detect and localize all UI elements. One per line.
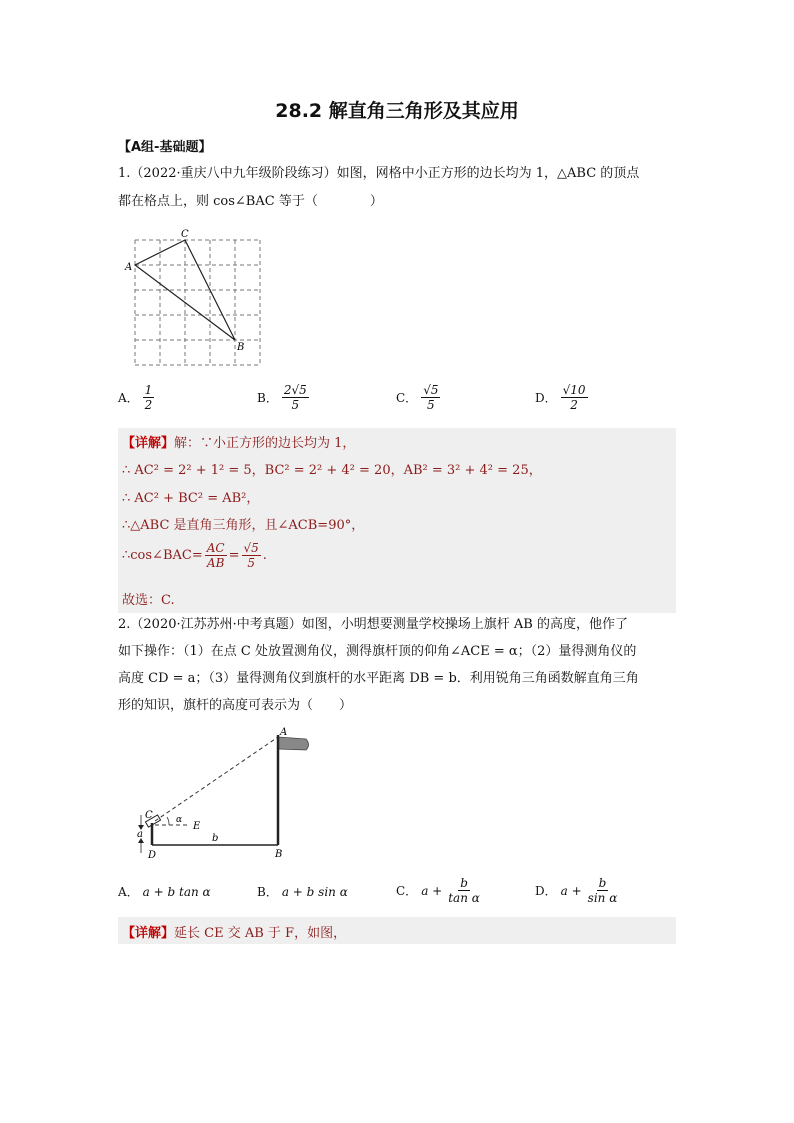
q2-label-c: C (145, 810, 153, 821)
option-letter: A． (118, 885, 139, 899)
solution-text: ∴cos∠BAC= (122, 548, 203, 563)
q1-solution-line4: ∴△ABC 是直角三角形，且∠ACB=90°， (122, 518, 365, 533)
page-title: 28.2 解直角三角形及其应用 (275, 100, 519, 122)
solution-tag: 【详解】 (122, 926, 175, 941)
q2-solution-line1 (122, 922, 346, 941)
option-letter: D． (535, 391, 557, 405)
q2-label-side-b: b (212, 833, 219, 844)
option-text: a + b sin α (281, 884, 348, 899)
q2-option-a[interactable] (118, 883, 211, 900)
q1-label-b: B (237, 342, 245, 353)
option-fraction: $\frac{2√5}{5}$ (283, 383, 307, 412)
q1-label-a: A (125, 262, 133, 273)
option-text: a + (560, 883, 582, 898)
q2-option-c[interactable] (396, 876, 482, 905)
q2-label-side-a: a (137, 829, 143, 840)
option-letter: B． (257, 885, 278, 899)
q1-label-c: C (181, 229, 189, 240)
q1-solution-line5 (122, 541, 267, 570)
q1-solution-line6: 故选：C. (122, 593, 175, 608)
option-text: a + b tan α (142, 884, 211, 899)
solution-text: = (228, 548, 240, 563)
solution-text: 解：∵小正方形的边长均为 1， (174, 436, 356, 451)
q2-option-d[interactable] (535, 876, 619, 905)
q2-label-e: E (193, 821, 201, 832)
q1-option-c[interactable] (396, 383, 440, 412)
q1-option-b[interactable] (257, 383, 309, 412)
q2-option-b[interactable] (257, 883, 348, 900)
option-fraction: $\frac{√10}{2}$ (562, 383, 586, 412)
q2-text-line2: 如下操作：（1）在点 C 处放置测角仪，测得旗杆顶的仰角∠ACE = α；（2）量得测角仪的 (118, 644, 637, 659)
option-letter: D． (535, 884, 557, 898)
q2-flagpole-figure (125, 725, 325, 865)
q1-option-d[interactable] (535, 383, 588, 412)
option-letter: C． (396, 884, 418, 898)
q1-solution-line2: ∴ AC² = 2² + 1² = 5，BC² = 2² + 4² = 20，AB² = 3² + 4² = 25， (122, 463, 542, 478)
solution-fraction: $\frac{AC}{AB}$ (206, 541, 225, 570)
q1-solution-line1 (122, 432, 355, 451)
q1-text-line2: 都在格点上，则 cos∠BAC 等于（ ） (118, 194, 383, 209)
option-letter: C． (396, 391, 418, 405)
solution-fraction: $\frac{√5}{5}$ (243, 541, 259, 570)
option-letter: B． (257, 391, 278, 405)
option-fraction: $\frac{b}{\text{sin α}}$ (587, 876, 618, 905)
solution-tag: 【详解】 (122, 436, 175, 451)
option-letter: A． (118, 391, 139, 405)
q2-label-a: A (280, 727, 288, 738)
q2-label-alpha: α (176, 815, 183, 825)
option-fraction: $\frac{1}{2}$ (144, 383, 153, 412)
q1-text-line1: 1.（2022·重庆八中九年级阶段练习）如图，网格中小正方形的边长均为 1，△ABC 的顶点 (118, 166, 640, 181)
q1-option-a[interactable] (118, 383, 154, 412)
q1-solution-line3: ∴ AC² + BC² = AB²， (122, 491, 260, 506)
solution-text: 延长 CE 交 AB 于 F，如图， (174, 926, 347, 941)
option-fraction: $\frac{b}{\text{tan α}}$ (448, 876, 480, 905)
option-fraction: $\frac{√5}{5}$ (423, 383, 439, 412)
option-text: a + (421, 883, 443, 898)
q2-label-d: D (148, 850, 157, 861)
q1-grid-figure (118, 222, 268, 372)
q2-label-b: B (275, 849, 283, 860)
q2-text-line1: 2.（2020·江苏苏州·中考真题）如图，小明想要测量学校操场上旗杆 AB 的高度，他作了 (118, 617, 628, 632)
q2-text-line4: 形的知识，旗杆的高度可表示为（ ） (118, 698, 353, 713)
q2-text-line3: 高度 CD = a；（3）量得测角仪到旗杆的水平距离 DB = b．利用锐角三角函数解直角三角 (118, 671, 639, 686)
solution-text: . (262, 548, 267, 563)
section-label: 【A组-基础题】 (118, 140, 212, 155)
